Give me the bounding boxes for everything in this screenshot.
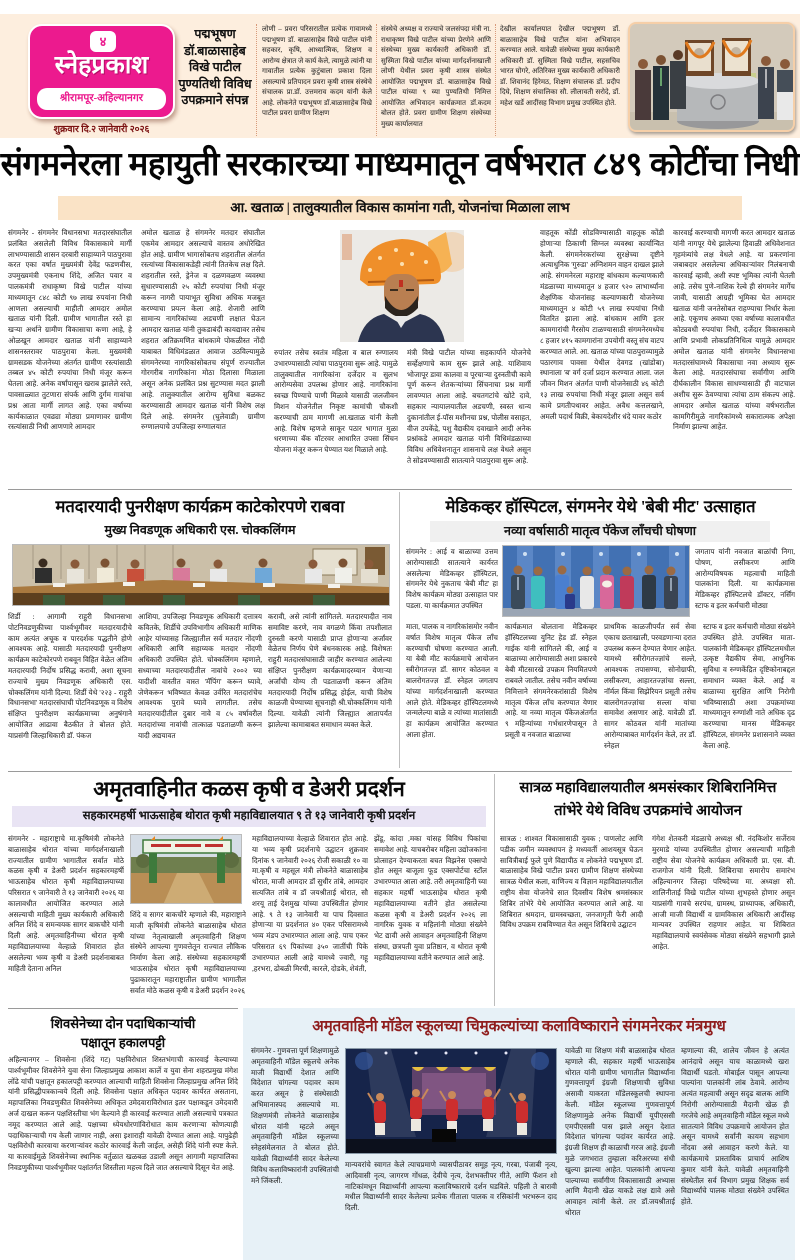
voter-col-1: शिर्डी : आगामी राहुरी विधानसभा पोटनिवडणुकीच्या पार्श्वभूमीवर मतदारयादीचे काम अत्यंत अचूक व पारदर्शक पद्धतीने होणे आवश्यक आहे. यासाठी मतदारयादी पुनरीक्षण कार्यक्रम काटेकोरपणे राबवून विहित वेळेत अंतिम मतदारयादी निर्दोष प्रसिद्ध करावी, अशा सूचना राज्याचे मुख्य निवडणूक अधिकारी एस. चोक्कलिंगम यांनी दिल्या. शिर्डी येथे '२२३ - राहुरी विधानसभा' मतदारसंघाची पोटनिवडणूक व विशेष संक्षिप्त पुनरीक्षण कार्यक्रमाच्या अनुषंगाने आयोजित आढावा बैठकीत ते बोलत होते. याप्रसंगी जिल्हाधिकारी डॉ. पंकज (8, 613, 132, 740)
hospital-col-2: कार्यक्रमात बोलताना मेडिकव्हर हॉस्पिटलच्या युनिट हेड डॉ. स्नेहल गाईक यांनी सांगितले की, आई व बाळाच्या आरोग्यासाठी अशा प्रकारचे बेबी मीटसारखे उपक्रम नियमितपणे राबवले जातील. तसेच नवीन वर्षाच्या निमित्ताने संगमनेरकरांसाठी विशेष मातृत्व पॅकेज लाँच करण्यात येणार आहे. या नव्या मातृत्व पॅकेजअंतर्गत ९ महिन्यांच्या गर्भधारणेपासून ते प्रसूती व नवजात बाळाच्या (505, 623, 597, 739)
hospital-col-4: स्टाफ व इतर कर्मचारी मोठ्या संख्येने उपस्थित होते. उपस्थित माता-पालकांनी मेडिकव्हर हॉस्पिटलमधील उत्कृष्ट वैद्यकीय सेवा, आधुनिक सुविधा व रुग्णकेंद्रित दृष्टिकोनाबद्दल समाधान व्यक्त केले. आई व बाळाच्या सुरक्षित आणि निरोगी भविष्यासाठी अशा उपक्रमांच्या माध्यमातून रुग्णांशी नाते अधिक दृढ करण्याचा मानस मेडिकव्हर हॉस्पिटल, संगमनेर प्रशासनाने व्यक्त केला आहे. (703, 623, 795, 750)
lead-col-5: वाहतूक कोंडी सोडविण्यासाठी वाहतूक कोंडी होणाऱ्या ठिकाणी सिग्नल व्यवस्था कार्यान्वित केली. संगमनेरकरांच्या सुरक्षेच्या दृष्टीने अत्याधुनिक 'गुरुडा' अग्निशमन वाहन दाखल झाले आहे. संगमनेरला महाराष्ट्र बांधकाम कल्याणकारी मंडळाच्या माध्यमातून ४ हजार ९२० लाभार्थ्यांना शैक्षणिक योजनांसह कल्याणकारी योजनेच्या माध्यमातून ४ कोटी ५९ लाख रुपयांचा निधी वितरित झाला आहे. बांधकाम आणि इतर कामगारांची गैरसोय टाळण्यासाठी संगमनेरमध्येच ८ हजार ४१५ कामगारांना उपयोगी वस्तू संच वाटप करण्यात आले. आ. खताळ यांच्या पाठपुराव्यामुळे पठारगाव पावसा येथील देवगड (खांडोबा) स्थानाला 'ब' वर्ग दर्जा प्रदान करण्यात आला. जल जीवन मिशन अंतर्गत पाणी योजनेसाठी ४६ कोटी १३ लाख रुपयांचा निधी मंजूर झाला असून सर्व कामे प्रगतीपथावर आहेत. अवैध कत्तलखाने, अमली पदार्थ विक्री, बेकायदेशीर धंदे यावर कठोर (540, 229, 664, 421)
hospital-col-1: माता, पालक व नागरिकांसमोर नवीन वर्षात विशेष मातृत्व पॅकेज लाँच करण्याची घोषणा करण्यात आली. या बेबी मीट कार्यक्रमाचे आयोजन स्त्रीरोगतज्ज्ञ डॉ. सागर कोठवल व बालरोगतज्ज्ञ डॉ. स्नेहल जगताप यांच्या मार्गदर्शनाखाली करण्यात आले होते. मेडिकव्हर हॉस्पिटलमध्ये जन्मलेल्या बाळे व त्यांच्या मातांसाठी हा कार्यक्रम आयोजित करण्यात आला होता. (406, 623, 498, 739)
agri-headline: अमृतवाहिनीत कळस कृषी व डेअरी प्रदर्शन (93, 777, 405, 801)
voter-col-2: आशिया, उपजिल्हा निवडणूक अधिकारी दत्तात्रय कवितके, शिर्डीचे उपविभागीय अधिकारी माणिक आहेर यांच्यासह जिल्ह्यातील सर्व मतदार नोंदणी अधिकारी आणि सहाय्यक मतदार नोंदणी अधिकारी उपस्थित होते. चोक्कलिंगम म्हणाले, सध्याच्या मतदारयादीतील नावांचे २००२ च्या यादीशी वास्तीत वास्त 'मॅपिंग' करून घ्यावे, जेणेकरून भविष्यात केवळ उर्वरित मतदारांचेच आवश्यक पुरावे घ्यावे लागतील. तसेच मतदारयादीतील दुबार नावे व ८५ वर्षावरील मतदारांच्या नावांची तात्काळ पडताळणी करून यादी अद्ययावत (138, 613, 262, 740)
section-divider (8, 489, 792, 490)
section-divider (8, 1008, 238, 1009)
agri-col-4: झेंडू, कांदा ,मका यांसह विविध पिकांचा समावेश आहे. याचबरोबर महिला उद्योजकांना प्रोत्साहन देण्याकरता बचत विझनेस एक्सपो होत असून बाजूला फूड एक्सपोर्टचा स्टॉल उभारण्यात आला आहे. तरी अमृतवाहिनी च्या सहकार महर्षी भाऊसाहेब थोरात कृषी महाविद्यालयाच्या वतीने होत असलेल्या कळस कृषी व डेअरी प्रदर्शन २०२६ ला नागरिक युवक व महिलांनी मोठ्या संख्येने भेट द्यावी असे आवाहन अमृतवाहिनी शिक्षण संस्था, छत्रपती युवा प्रतिष्ठान, व थोरात कृषी महाविद्यालयाच्या वतीने करण्यात आले आहे. (374, 835, 487, 962)
hospital-intro-left: संगमनेर : आई व बाळाच्या उत्तम आरोग्यासाठी सातत्याने कार्यरत असलेल्या मेडिकव्हर हॉस्पिटल, संगमनेर येथे नुकताच 'बेबी मीट' हा विशेष कार्यक्रम मोठ्या उत्साहात पार पडला. या कार्यक्रमात उपस्थित (406, 548, 498, 610)
satral-col-1: सात्रळ : शाश्वत विकासासाठी युवक ; पाणलोट आणि पडीक जमीन व्यवस्थापन हे मध्यवर्ती आशयसूत्र घेऊन सावित्रीबाई फुले पुणे विद्यापीठ व लोकनेते पद्मभूषण डॉ. बाळासाहेब विखे पाटील प्रवरा ग्रामीण शिक्षण संस्थेच्या सात्रळ येथील कला, वाणिज्य व विज्ञान महाविद्यालयातील राष्ट्रीय सेवा योजनेचे सात दिवसीय विशेष श्रमसंस्कार शिबिर तांभेरे येथे आयोजित करण्यात आले आहे. या शिबिरात श्रमदान, ग्रामस्वच्छता, जनजागृती फेरी आदी विविध उपक्रम राबविण्यात येत असून शिबिराचे उद्घाटन (500, 835, 643, 930)
agri-col-2: शिंदे व सागर बाकचौरे म्हणाले की, महाराष्ट्राने माजी कृषिमंत्री लोकनेते बाळासाहेब थोरात यांच्या नेतृत्वाखाली अमृतवाहिनी शिक्षण संस्थेने आपल्या गुणवत्तेतून राज्यात लौकिक निर्माण केला आहे. संस्थेच्या सहकारमहर्षी भाऊसाहेब थोरात कृषी महाविद्यालयाच्या पुढाकारातून महाराष्ट्रातील ग्रामीण भागातील सर्वात मोठे कळस कृषी व डेअरी प्रदर्शन २०२६ (130, 911, 246, 995)
photo-school-stage-dance (345, 1048, 557, 1154)
lead-subhead: आ. खताळ | तालुक्यातील विकास कामांना गती, योजनांचा मिळाला लाभ (58, 196, 742, 220)
photo-mla-khatal-portrait (340, 230, 464, 342)
section-rule (399, 492, 400, 768)
date-line: शुक्रवार दि.२ जानेवारी २०२६ (53, 125, 150, 135)
school-intro-col: संगमनेर - गुणवत्ता पूर्ण शिक्षणामुळे अमृतवाहिनी मॉडेल स्कूलचे अनेक माजी विद्यार्थी देशात आणि विदेशात चांगल्या पदावर काम करत असून हे संस्थेसाठी अभिमानास्पद असल्याचे मा. शिक्षणमंत्री लोकनेते बाळासाहेब थोरात यांनी म्हटले असून अमृतवाहिनी मॉडेल स्कूलच्या स्नेहसंमेलनात ते बोलत होते. यावेळी विद्यार्थ्यांनी सादर केलेल्या विविध कलाविष्कारांनी उपस्थितांची मने जिंकली. (251, 1047, 339, 1185)
top-story-col-1: लोणी – प्रवरा परिसरातील प्रत्येक गावामध्ये पद्मभूषण डॉ. बाळासाहेब विखे पाटील यांनी सहकार, कृषि, आध्यात्मिक, शिक्षण व आरोग्य क्षेत्रात जे कार्य केले, त्यामुळे त्यांनी या गावातील प्रत्येक कुटुंबाला प्रकाश दिला असल्याचे प्रतिपादन प्रवरा कृषी शास्त्र संस्थेचे संचालक प्रा.डॉ. उत्तमराव कदम यांनी केले आहे. लोकनेते पद्मभूषण डॉ.बाळासाहेब विखे पाटील प्रवरा ग्रामीण शिक्षण (262, 25, 372, 117)
hospital-col-3: प्राथमिक काळजीपर्यंत सर्व सेवा एकाच छताखाली, परवडणाऱ्या दरात उपलब्ध करून देण्यात येणार आहेत. यामध्ये स्त्रीरोगतज्ज्ञांचे सल्ले, आवश्यक तपासण्या, सोनोग्राफी, लसीकरण, आहारतज्ज्ञांचा सल्ला, नॉर्मल किंवा सिझेरियन प्रसूती तसेच बालरोगतज्ज्ञांचा सल्ला यांचा समावेश असणार आहे. यावेळी डॉ. सागर कोठवल यांनी मातांच्या आरोग्याबाबत मार्गदर्शन केले, तर डॉ. स्नेहल (604, 623, 696, 750)
column-rule (495, 24, 496, 136)
school-col-2: यावेळी मा शिक्षण मंत्री बाळासाहेब थोरात म्हणाले की, सहकार महर्षी भाऊसाहेब थोरात यांनी ग्रामीण भागातील विद्यार्थ्यांना गुणवत्तापूर्ण इंग्रजी शिक्षणाची सुविधा असावी याकरता मॉडेलस्कूलची स्थापना केली. मॉडेल स्कूलच्या गुणवत्तापूर्ण शिक्षणामुळे अनेक विद्यार्थी यूपीएससी एमपीएससी पास झाले असून देशात विदेशात चांगल्या पदांवर कार्यरत आहे. इंग्रजी शिक्षण ही काळाची गरज आहे. इंग्रजी मुळे जगभरात तुम्हाला करिअरच्या संधी खुल्या झाल्या आहेत. पालकांनी आपल्या पाल्याच्या सर्वांगीण विकासासाठी अभ्यास आणि मैदानी खेळ याकडे लक्ष द्यावे असे आवाहन त्यांनी केले. तर डॉ.जयश्रीताई थोरात (565, 1047, 675, 1217)
voter-subhead: मुख्य निवडणूक अधिकारी एस. चोक्कलिंगम (104, 523, 296, 537)
section-divider (8, 771, 792, 772)
newspaper-region: श्रीरामपूर-अहिल्यानगर (37, 88, 166, 110)
shivsena-headline-line1: शिवसेनेच्या दोन पदाधिकाऱ्यांची (50, 1016, 196, 1031)
masthead (28, 24, 175, 119)
satral-headline-line2: तांभेरे येथे विविध उपक्रमांचे आयोजन (554, 803, 742, 819)
school-story-panel (243, 1008, 795, 1260)
agri-col-2-wrap (130, 834, 246, 1006)
photo-exhibition-gate (130, 834, 242, 904)
school-photo-caption: मान्यवरांचे स्वागत केले त्याचप्रमाणे व्यासपीठावर समूह नृत्य, गरबा, पंजाबी नृत्य, आदिवासी नृत्य, जागरण गोंधळ, देवीचे नृत्य, देशभक्तीपर गीते, आणि फॅशन शो नाटिकांमधून विद्यार्थ्यांनी आपल्या कलाविष्काराचे दर्शन घडविले. पहिली ते बारावी मधील विद्यार्थ्यांनी सादर केलेल्या प्रत्येक गीताला पालक व रसिकांनी भरभरून दाद दिली. (345, 1161, 557, 1213)
newspaper-title: स्नेहप्रकाश (54, 51, 149, 79)
top-story-headline: पद्मभूषण डॉ.बाळासाहेब विखे पाटील पुण्यतिथी विविध उपक्रमाने संपन्न (178, 27, 252, 107)
agri-col-3: महाविद्यालयाच्या वेल्हाळे शिवारात होत आहे. या भव्य कृषी प्रदर्शनाचे उद्घाटन शुक्रवार दिनांक ९ जानेवारी २०२६ रोजी सकाळी १० वा मा.कृषी व महसूल मंत्री लोकनेते बाळासाहेब थोरात, माजी आमदार डॉ सुधीर तांबे, आमदार सत्यजित तांबे व डॉ जयश्रीताई थोरात, सौ शरयू ताई देशमुख यांच्या उपस्थितीत होणार आहे. ९ ते १३ जानेवारी या पाच दिवसात होणाऱ्या या प्रदर्शनात ४० एकर परिसरामध्ये भव्य मंडप उभारण्यात आला आहे. पाच एकर परिसरात ६९ पिकांच्या ३५० जातींची पिके उभारण्यात आली आहे यामध्ये ज्वारी, गहू ,हरभरा, ढोबळी मिरची, कारले, दोडके, शेवंती, (252, 835, 368, 973)
agri-subhead: सहकारमहर्षी भाऊसाहेब थोरात कृषी महाविद्यालयात ९ ते १३ जानेवारी कृषी प्रदर्शन (12, 806, 486, 827)
voter-headline: मतदारयादी पुनरीक्षण कार्यक्रम काटेकोरपणे राबवा (55, 497, 345, 516)
hospital-intro-right: जगताप यांनी नवजात बाळांची निगा, पोषण, लसीकरण आणि आरोग्यविषयक महत्वाची माहिती पालकांना दिली. या कार्यक्रमास मेडिकव्हर हॉस्पिटलचे डॉक्टर, नर्सिंग स्टाफ व इतर कर्मचारी मोठ्या (695, 548, 795, 610)
satral-headline-line1: सात्रळ महाविद्यालयातील श्रमसंस्कार शिबिरानिमित्त (519, 780, 777, 796)
shivsena-body: अहिल्यानगर – शिवसेना (शिंदे गट) पक्षविरोधात शिस्तभंगाची कारवाई केल्याच्या पार्श्वभूमीवर शिवसेनेने युवा सेना जिल्हाप्रमुख आकाश कार्ले व युवा सेना शहरप्रमुख मंगेश लोंढे यांची पक्षातून हकालपट्टी करण्यात आल्याची माहिती शिवसेना जिल्हाप्रमुख अनिल शिंदे यांनी प्रसिद्धीपत्रकान्वये दिली आहे. शिवसेना पक्षात अधिकृत पदावर कार्यरत असताना, महापालिका निवडणुकीत शिवसेनेच्या अधिकृत उमेदवाराविरोधात इतर पक्षाकडून उमेदवारी अर्ज दाखल करून पक्षशिस्तीचा भंग केल्याने ही कारवाई करण्यात आली असल्याचे पत्रकात नमूद करण्यात आले आहे. पक्षाच्या ध्येयधोरणांविरोधात काम करणाऱ्या कोणत्याही पदाधिकाऱ्याची गय केली जाणार नाही, असा इशाराही यावेळी देण्यात आला आहे. यापुढेही पक्षविरोधी कारवाया करणाऱ्यांवर कठोर कारवाई केली जाईल, असेही शिंदे यांनी स्पष्ट केले. या कारवाईमुळे शिवसेनेच्या स्थानिक वर्तुळात खळबळ उडाली असून आगामी महापालिका निवडणुकीच्या पार्श्वभूमीवर पक्षांतर्गत शिस्तीला महत्त्व दिले जात असल्याचे दिसून येत आहे. (8, 1056, 238, 1172)
photo-baby-meet-group (502, 545, 690, 617)
photo-memorial-tribute (628, 22, 795, 132)
school-headline: अमृतवाहिनी मॉडेल स्कूलच्या चिमुकल्यांच्या कलाविष्काराने संगमनेरकर मंत्रमुग्ध (312, 1018, 726, 1035)
school-col-3: म्हणाल्या की, शालेय जीवन हे अत्यंत आनंदाचे असून याच काळामध्ये खरा विद्यार्थी घडतो. मोबाईल पासून आपल्या पाल्यांना पालकांनी लांब ठेवावे. आरोग्य अत्यंत महत्वाची असून सदृढ बालक आणि निरोगी आरोग्यासाठी मैदानी खेळ ही गरजेचे आहे अमृतवाहिनी मॉडेल स्कूल मध्ये सातत्याने विविध उपक्रमाचे आयोजन होत असून यामध्ये सर्वांनी कायम सहभाग नोंदवा असे आवाहन करणे केले. या कार्यक्रमाचे प्रास्ताविक प्राचार्य आशिष कुमार यांनी केले. यावेळी अमृतवाहिनी संस्थेतील सर्व विभाग प्रमुख शिक्षक सर्व विद्यार्थ्यांचे पालक मोठ्या संख्येने उपस्थित होते. (681, 1047, 789, 1207)
lead-headline: संगमनेरला महायुती सरकारच्या माध्यमातून वर्षभरात ८४९ कोटींचा निधी (0, 147, 800, 183)
satral-col-2: गंगेश शेतकरी मंडळाचे अध्यक्ष श्री. नंदकिशोर सर्जेराव मुरमाडे यांच्या उपस्थितीत होणार असल्याची माहिती राष्ट्रीय सेवा योजनेचे कार्यक्रम अधिकारी प्रा. एस. बी. राजगोज यांनी दिली. शिबिराचा समारोप समारंभ अहिल्यानगर जिल्हा परिषदेच्या मा. अध्यक्षा सौ. शालिनीताई विखे पाटील यांच्या शुभहस्ते होणार असून याप्रसंगी गावचे सरपंच, ग्रामस्थ, प्राध्यापक, अधिकारी, आजी माजी विद्यार्थी व ग्रामविकास अधिकारी आदींसह मान्यवर उपस्थित राहणार आहेत. या शिबिरात महाविद्यालयाचे स्वयंसेवक मोठ्या संख्येने सहभागी झाले आहेत. (652, 835, 795, 951)
hospital-subhead: नव्या वर्षासाठी मातृत्व पॅकेज लाँचची घोषणा (430, 521, 770, 542)
lead-col-1: संगमनेर - संगमनेर विधानसभा मतदारसंघातील प्रलंबित असलेली विविध विकासकामे मार्गी लाभण्यासाठी शासन दरबारी साहाय्याने पाठपुरावा करत एका वर्षात मुख्यमंत्री देवेंद्र फडणवीस, उपमुख्यमंत्री एकनाथ शिंदे, अजित पवार व पालकमंत्री राधाकृष्ण विखे पाटील यांच्या माध्यमातून ८४८ कोटी ९७ लाख रुपयांना निधी आणला असल्याची माहीती आमदार अमोल खताळ यांनी दिली. ग्रामीण भागातील रस्ते हा खऱ्या अर्थाने ग्रामीण विकासाचा कणा आहे, हे ओळखून आमदार खताळ यांनी साहाय्याने शासनस्तरावर पाठपुरावा केला. मुख्यमंत्री ग्रामसडक योजनेच्या अंतर्गत ग्रामीण रस्त्यांसाठी तब्बल ४५ कोटी रुपयांचा निधी मंजूर करून घेतला आहे. अनेक वर्षांपासून खराब झालेले रस्ते, पावसाळ्यात तुटणारा संपर्क आणि दुर्गम गावांचा प्रश्न आता मार्गी लागत आहे. एका वर्षाच्या कार्यकाळात एवढ्या मोठ्या प्रमाणावर ग्रामीण रस्त्यांसाठी निधी आणणारे आमदार (8, 229, 132, 432)
lead-col-3: रुपांतर तसेच स्वतंत्र महिला व बाल रुग्णालय उभारण्यासाठी त्यांचा पाठपुरावा सुरू आहे. यामुळे तालुक्यातील नागरिकांना दर्जेदार व सुलभ आरोग्यसेवा उपलब्ध होणार आहे. नागरिकांना स्वच्छ पिण्याचे पाणी मिळावे यासाठी जलजीवन मिशन योजनेतील निकृष्ट कामांची चौकशी करण्याची ठाम मागणी आ.खताळ यांनी केली आहे. विशेष म्हणजे साकूर पठार भागात मुळा धरणाच्या बॅक वॉटरवर आधारित उपसा सिंचन योजना मंजूर करून घेण्यात यश मिळाले आहे. (274, 349, 398, 455)
top-story-col-3: देखील कार्यालयात देखील पद्मभूषण डॉ. बाळासाहेब विखे पाटील यांना अभिवादन करण्यात आले. यावेळी संस्थेच्या मुख्य कार्यकारी अधिकारी डॉ. सुस्मिता विखे पाटील, सहसचिव भारत घोगरे, अतिरिक्त मुख्य कार्यकारी अधिकारी डॉ. शिवानंद हिरेमठ, शिक्षण संचालक डॉ. प्रदीप दिघे, शिक्षण संचालिका सौ. लीलावती सरोदे, डॉ. महेश खर्डे आदींसह विभाग प्रमुख उपस्थित होते. (500, 25, 620, 107)
top-story-col-2: संस्थेचे अध्यक्ष व राज्याचे जलसंपदा मंत्री ना. राधाकृष्ण विखे पाटील यांच्या प्रेरणेने आणि संस्थेच्या मुख्य कार्यकारी अधिकारी डॉ. सुस्मिता विखे पाटील यांच्या मार्गदर्शनाखाली लोणी येथील प्रवरा कृषी शास्त्र संस्थेत आयोजित पद्मभूषण डॉ. बाळासाहेब विखे पाटील यांच्या ९ व्या पुण्यतिथी निमित्त आयोजित अभिवादन कार्यक्रमात डॉ.कदम बोलत होते. प्रवरा ग्रामीण शिक्षण संस्थेच्या मुख्य कार्यालयात (381, 25, 491, 128)
shivsena-headline-line2: पक्षातून हकालपट्टी (80, 1035, 166, 1050)
agri-col-1: संगमनेर - महाराष्ट्राचे मा.कृषिमंत्री लोकनेते बाळासाहेब थोरात यांच्या मार्गदर्शनाखाली राज्यातील ग्रामीण भागातील सर्वात मोठे कळस कृषी व डेअरी प्रदर्शन सहकारमहर्षी भाऊसाहेब थोरात कृषी महाविद्यालयाच्या परिसरात ९ जानेवारी ते १३ जानेवारी २०२६ या कालावधीत आयोजित करण्यात आले असल्याची माहिती मुख्य कार्यकारी अधिकारी अनिल शिंदे व समन्वयक सागर बाकचौरे यांनी दिली आहे. अमृतवाहिनीच्या थोरात कृषी महाविद्यालयाच्या वेल्हाळे शिवारात होत असलेल्या भव्य कृषी व डेअरी प्रदर्शनाबाबत माहिती देताना अनिल (8, 835, 124, 973)
lead-col-4: मंत्री विखे पाटील यांच्या सहकार्याने योजनेचे सर्व्हेक्षणाचे काम सुरू झाले आहे. याशिवाय भोजापूर डावा कालवा व पूरचाऱ्या दुरुस्तीची कामे पूर्ण करून शेतकऱ्यांच्या सिंचनाचा प्रश्न मार्गी लावण्यात आला आहे. बचतगटांचे खोटे दावे, सहकार न्यायालयातील अडचणी, स्वस्त धान्य दुकानांतील ई-पॉस मशीनचा प्रश्न, पोलीस वसाहत, वीज उपकेंद्रे, पशु वैद्यकीय दवाखाने आदी अनेक प्रश्नांकडे आमदार खताळ यांनी विधिमंडळाच्या विविध अधिवेशनातून शासनाचे लक्ष वेधले असून ते सोडवण्यासाठी सातत्याने पाठपुरावा सुरू आहे. (407, 349, 531, 465)
section-rule (494, 774, 495, 1006)
photo-election-review-meeting (12, 544, 390, 606)
voter-col-3: करावी, असे त्यांनी सांगितले. मतदारयादीत नाव समाविष्ट करणे, नाव वगळणे किंवा तपशीलात दुरुस्ती करणे यासाठी प्राप्त होणाऱ्या अर्जांवर वेळेतच निर्णय घेणे बंधनकारक आहे. विशेषतः राहुरी मतदारसंघासाठी जाहीर करण्यात आलेल्या संक्षिप्त पुनरीक्षण कार्यक्रमादरम्यान येणाऱ्या अर्जांची योग्य ती पडताळणी करून अंतिम मतदारयादी निर्दोष प्रसिद्ध होईल, याची विशेष काळजी घेण्याच्या सूचनाही श्री.चोक्कलिंगम यांनी दिल्या. यावेळी त्यांनी जिल्ह्यात आतापर्यंत झालेल्या कामाबाबत समाधान व्यक्त केले. (268, 613, 392, 729)
lead-col-2: अमोल खताळ हे संगमनेर मतदार संघातील एकमेव आमदार असल्याचे वास्तव अधोरेखित होत आहे. ग्रामीण भागासोबतच शहरातील अंतर्गत रस्त्यांच्या विकासाकडेही त्यांनी तितकेच लक्ष दिले. शहरातील रस्ते, ड्रेनेज व दळणवळण व्यवस्था सुधारण्यासाठी २५ कोटी रुपयांचा निधी मंजूर करून नागरी पायाभूत सुविधा अधिक मजबूत करण्याचा प्रयत्न केला आहे. शेजारी आणि सामान्य नागरिकांच्या अडचणी लक्षात घेऊन आमदार खताळ यांनी तुकडाबंदी कायद्यावर तसेच शहरात अतिक्रमणित बांधकामे पोकळीस्त नोंदी याबाबत विधिमंडळात आवाज उठविल्यामुळे संगमनेरच्या नागरिकांसोबतच संपूर्ण राज्यातील गोरगरीब नागरिकांना मोठा दिलासा मिळाला असून अनेक प्रलंबित प्रश्न सुटण्यास मदत झाली आहे. तालुक्यातील आरोग्य सुविधा बळकट करण्यासाठी आमदार खताळ यांनी विशेष लक्ष दिले आहे. संगमनेर (घुलेवाडी) ग्रामीण रुग्णालयाचे उपजिल्हा रुग्णालयात (141, 229, 265, 432)
column-rule (376, 24, 377, 136)
hospital-headline: मेडिकव्हर हॉस्पिटल, संगमनेर येथे 'बेबी मीट' उत्साहात (445, 497, 756, 516)
edition-number-badge: ४ (90, 31, 116, 52)
lead-col-6: कारवाई करण्याची मागणी करत आमदार खताळ यांनी नागपूर येथे झालेल्या हिवाळी अधिवेशनात गृहमंत्र्यांचे लक्ष वेधले आहे. या प्रकरणांना जबाबदार असलेल्या अधिकाऱ्यांवर निलंबनाची कारवाई व्हावी, अशी स्पष्ट भूमिका त्यांनी घेतली आहे. तसेच पुणे-नाशिक रेल्वे ही संगमनेर मार्गेच जावी, यासाठी आग्रही भूमिका घेत आमदार खताळ यांनी जनतेसोबत राहण्याचा निर्धार केला आहे. एकूणच अवघ्या एका वर्षाच्या कालावधीत कोट्यवधी रुपयांचा निधी, दर्जेदार विकासकामे आणि प्रभावी लोकप्रतिनिधित्व यामुळे आमदार अमोल खताळ यांनी संगमनेर विधानसभा मतदारसंघामध्ये विकासाचा नवा अध्याय सुरू केला आहे. मतदारसंघाचा सर्वांगीण आणि दीर्घकालीन विकास साधण्यासाठी ही वाटचाल अशीच सुरू ठेवण्याचा त्यांचा ठाम संकल्प आहे. आमदार अमोल खताळ यांच्या वर्षभरातील कामगिरीमुळे नागरिकांमध्ये सकारात्मक अपेक्षा निर्माण झाल्या आहेत. (673, 229, 795, 432)
column-rule (256, 24, 257, 136)
